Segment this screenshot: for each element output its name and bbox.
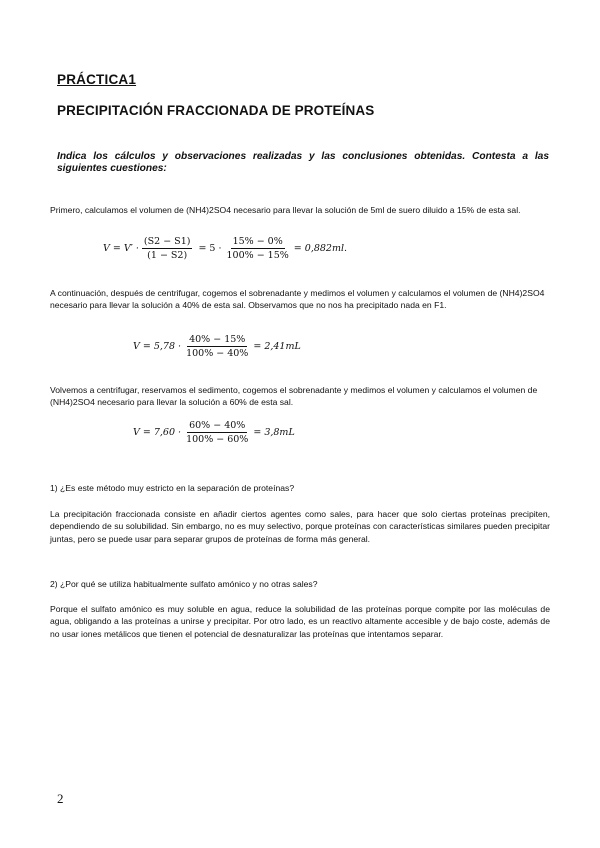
formula-1-fraction-1-numerator: (S2 − S1)	[143, 236, 191, 247]
formula-2-lhs: V = 5,78 ·	[133, 341, 182, 352]
answer-2: Porque el sulfato amónico es muy soluble en agua, reduce la solubilidad de las proteínas porque compite por las moléculas de agua, obligando a las proteínas a unirse y precipitar. Por otro lado, es un reactivo altamente accesible y de bajo coste, además de no usar iones metálicos que tienen el potencial de desnaturalizar las proteínas que intentamos separar.	[50, 604, 550, 639]
formula-3-result: = 3,8mL	[253, 427, 295, 438]
formula-1-fraction-2	[225, 236, 291, 261]
paragraph-1: Primero, calculamos el volumen de (NH4)2SO4 necesario para llevar la solución de 5ml de suero diluido a 15% de esta sal.	[50, 205, 521, 215]
formula-3-numerator: 60% − 40%	[189, 420, 246, 431]
answer-1: La precipitación fraccionada consiste en añadir ciertos agentes como sales, para hacer que solo ciertas proteínas precipiten, dependiendo de su solubilidad. Sin embargo, no es muy selectivo, porque proteínas con características similares pueden precipitar juntas, pero se puede usar para separar grupos de proteínas de forma más general.	[50, 509, 550, 544]
formula-3	[133, 420, 295, 445]
formula-1	[103, 236, 347, 261]
formula-1-lhs: V = V′ ·	[103, 243, 139, 254]
paragraph-2: A continuación, después de centrifugar, cogemos el sobrenadante y medimos el volumen y calculamos el volumen de (NH4)2SO4 necesario para llevar la solución a 40% de esta sal. Observamos que no nos ha precipitado nada en F1.	[50, 288, 545, 311]
instructions-text: Indica los cálculos y observaciones realizadas y las conclusiones obtenidas. Contesta a las siguientes cuestiones:	[57, 151, 549, 174]
formula-2-result: = 2,41mL	[253, 341, 301, 352]
page-number: 2	[57, 791, 64, 806]
formula-2-fraction	[184, 334, 250, 359]
question-2: 2) ¿Por qué se utiliza habitualmente sulfato amónico y no otras sales?	[50, 579, 318, 589]
formula-1-fraction-1	[142, 236, 193, 261]
formula-2-numerator: 40% − 15%	[189, 334, 246, 345]
formula-1-factor: 5 ·	[209, 243, 222, 254]
formula-1-fraction-2-numerator: 15% − 0%	[232, 236, 283, 247]
formula-1-fraction-2-denominator: 100% − 15%	[226, 250, 289, 261]
formula-2-denominator: 100% − 40%	[186, 348, 249, 359]
formula-3-fraction	[184, 420, 250, 445]
formula-1-result: = 0,882ml.	[293, 243, 348, 254]
question-1: 1) ¿Es este método muy estricto en la separación de proteínas?	[50, 483, 295, 493]
formula-3-denominator: 100% − 60%	[186, 434, 249, 445]
practica-heading: PRÁCTICA1	[57, 72, 137, 87]
formula-2	[133, 334, 301, 359]
formula-3-lhs: V = 7,60 ·	[133, 427, 182, 438]
formula-1-equals: =	[198, 243, 207, 254]
page-title: PRECIPITACIÓN FRACCIONADA DE PROTEÍNAS	[57, 103, 375, 118]
paragraph-3: Volvemos a centrifugar, reservamos el sedimento, cogemos el sobrenadante y medimos el volumen y calculamos el volumen de (NH4)2SO4 necesario para llevar la solución a 60% de esta sal.	[50, 385, 538, 408]
formula-1-fraction-1-denominator: (1 − S2)	[147, 250, 188, 261]
